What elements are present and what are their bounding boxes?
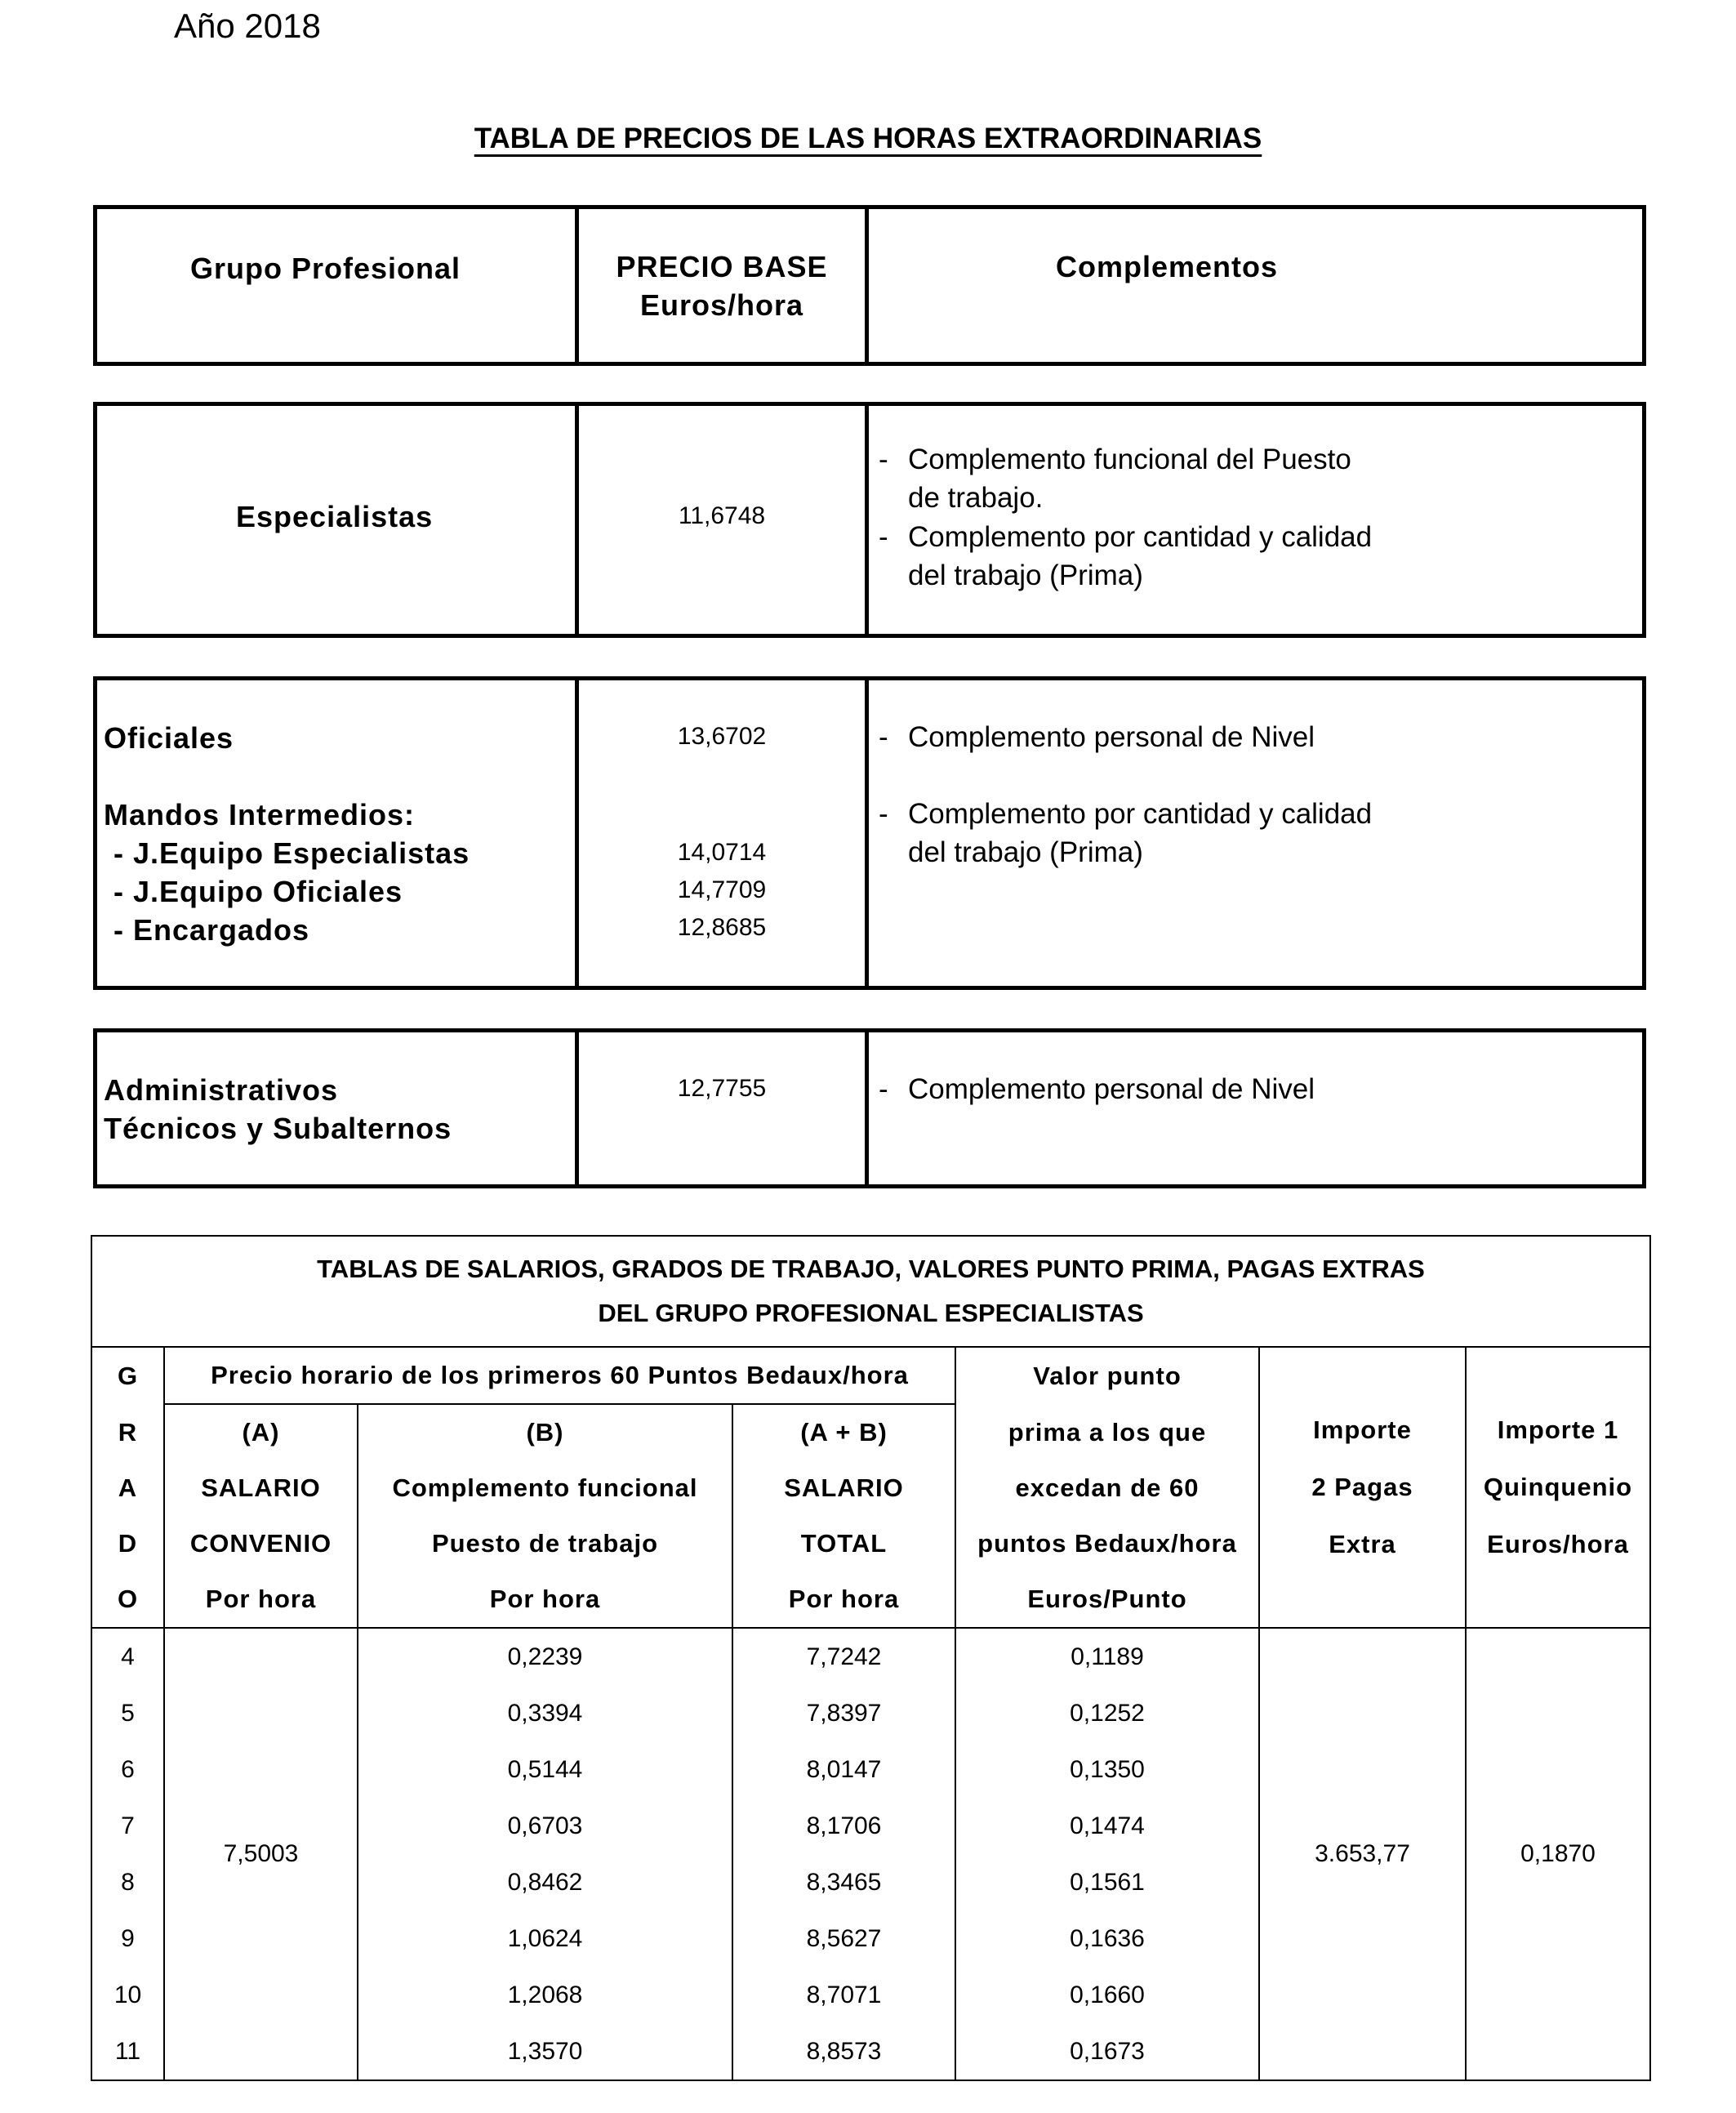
header-line: Extra: [1329, 1530, 1396, 1558]
grado-cell: 10: [91, 1967, 164, 2023]
complemento-cell: 1,3570: [358, 2023, 732, 2080]
administrativos-complements-cell: [869, 1032, 1642, 1184]
col-b-header: (B): [358, 1404, 732, 1460]
mando-item-price: 14,0714: [677, 839, 767, 866]
especialistas-price: 11,6748: [678, 502, 766, 529]
valor-punto-cell: 0,1660: [955, 1967, 1259, 2023]
bullet: -: [879, 521, 888, 553]
header-line: Importe 1: [1497, 1415, 1619, 1444]
col-b-header: Complemento funcional: [358, 1460, 732, 1516]
especialistas-price-cell: [579, 406, 869, 634]
salary-table-title-line: TABLAS DE SALARIOS, GRADOS DE TRABAJO, VALORES PUNTO PRIMA, PAGAS EXTRAS: [317, 1255, 1425, 1283]
header-box: [93, 205, 1646, 366]
salary-table-title-line: DEL GRUPO PROFESIONAL ESPECIALISTAS: [598, 1299, 1144, 1327]
year-label: Año 2018: [174, 7, 321, 45]
header-line: Quinquenio: [1483, 1473, 1633, 1501]
col-b-header: Puesto de trabajo: [358, 1516, 732, 1571]
administrativos-label: Administrativos: [104, 1073, 339, 1107]
page-title: [0, 123, 1736, 155]
salario-total-cell: 8,7071: [732, 1967, 955, 2023]
salary-table: [91, 1235, 1651, 2081]
grado-cell: 8: [91, 1854, 164, 1910]
pagas-extra-cell: 3.653,77: [1259, 1628, 1466, 2080]
header-line: 2 Pagas: [1311, 1473, 1413, 1501]
grado-letter: O: [91, 1571, 164, 1628]
administrativos-price-cell: [579, 1032, 869, 1184]
mandos-label: Mandos Intermedios:: [104, 798, 416, 831]
valor-punto-cell: 0,1474: [955, 1798, 1259, 1854]
oficiales-price-cell: [579, 680, 869, 986]
header-group-label: Grupo Profesional: [190, 252, 461, 285]
grado-cell: 4: [91, 1628, 164, 1685]
complemento-cell: 1,0624: [358, 1910, 732, 1967]
grado-cell: 9: [91, 1910, 164, 1967]
mando-item-label: - J.Equipo Especialistas: [114, 836, 470, 870]
col-ab-header: (A + B): [732, 1404, 955, 1460]
col-a-header: (A): [164, 1404, 358, 1460]
salario-total-cell: 7,8397: [732, 1685, 955, 1741]
complement-line: Complemento personal de Nivel: [908, 1073, 1315, 1105]
mando-item-label: - Encargados: [114, 913, 310, 947]
administrativos-price: 12,7755: [677, 1075, 767, 1102]
valor-punto-header: Euros/Punto: [955, 1571, 1259, 1628]
complement-line: del trabajo (Prima): [908, 836, 1143, 868]
header-line: Importe: [1313, 1415, 1412, 1444]
salario-total-cell: 8,0147: [732, 1741, 955, 1798]
grado-cell: 11: [91, 2023, 164, 2080]
complemento-cell: 0,8462: [358, 1854, 732, 1910]
valor-punto-cell: 0,1673: [955, 2023, 1259, 2080]
complement-line: Complemento por cantidad y calidad: [908, 798, 1373, 830]
salario-total-cell: 7,7242: [732, 1628, 955, 1685]
oficiales-box: [93, 676, 1646, 990]
page-title-text: TABLA DE PRECIOS DE LAS HORAS EXTRAORDINARIAS: [474, 123, 1262, 154]
valor-punto-cell: 0,1189: [955, 1628, 1259, 1685]
header-price-label-2: Euros/hora: [639, 288, 804, 322]
salario-total-cell: 8,8573: [732, 2023, 955, 2080]
oficiales-complements-cell: [869, 680, 1642, 986]
grado-letter: G: [91, 1347, 164, 1404]
precio-horario-header: Precio horario de los primeros 60 Puntos Bedaux/hora: [164, 1347, 955, 1404]
complement-line: Complemento funcional del Puesto: [908, 444, 1351, 475]
header-col-price: [579, 209, 869, 362]
header-line: Euros/hora: [1487, 1530, 1629, 1558]
valor-punto-header: puntos Bedaux/hora: [955, 1516, 1259, 1571]
col-b-header: Por hora: [358, 1571, 732, 1628]
complemento-cell: 0,2239: [358, 1628, 732, 1685]
quinquenio-header: [1466, 1347, 1650, 1628]
valor-punto-cell: 0,1636: [955, 1910, 1259, 1967]
table-row: [91, 1628, 1650, 1685]
header-col-group: [97, 209, 579, 362]
oficiales-group-cell: [97, 680, 579, 986]
col-ab-header: Por hora: [732, 1571, 955, 1628]
quinquenio-cell: 0,1870: [1466, 1628, 1650, 2080]
grado-letter: A: [91, 1460, 164, 1516]
administrativos-group-cell: [97, 1032, 579, 1184]
oficiales-label: Oficiales: [104, 721, 234, 755]
salario-total-cell: 8,1706: [732, 1798, 955, 1854]
valor-punto-cell: 0,1561: [955, 1854, 1259, 1910]
bullet: -: [879, 721, 888, 753]
valor-punto-cell: 0,1350: [955, 1741, 1259, 1798]
complement-line: del trabajo (Prima): [908, 559, 1143, 591]
grado-letter: R: [91, 1404, 164, 1460]
especialistas-label: Especialistas: [236, 500, 434, 533]
salario-total-cell: 8,3465: [732, 1854, 955, 1910]
grado-letter: D: [91, 1516, 164, 1571]
grado-cell: 7: [91, 1798, 164, 1854]
mando-item-price: 12,8685: [677, 914, 767, 941]
salario-convenio-cell: 7,5003: [164, 1628, 358, 2080]
complemento-cell: 0,3394: [358, 1685, 732, 1741]
oficiales-price: 13,6702: [677, 723, 767, 750]
tecnicos-subalternos-label: Técnicos y Subalternos: [104, 1112, 452, 1145]
col-a-header: SALARIO: [164, 1460, 358, 1516]
complement-line: de trabajo.: [908, 482, 1044, 514]
bullet: -: [879, 444, 888, 475]
salary-table-title: [91, 1236, 1650, 1347]
header-col-complements: [869, 209, 1642, 362]
especialistas-group-cell: [97, 406, 579, 634]
valor-punto-header: prima a los que: [955, 1404, 1259, 1460]
grado-cell: 6: [91, 1741, 164, 1798]
complemento-cell: 0,6703: [358, 1798, 732, 1854]
col-a-header: Por hora: [164, 1571, 358, 1628]
complemento-cell: 0,5144: [358, 1741, 732, 1798]
mando-item-price: 14,7709: [677, 876, 767, 903]
col-a-header: CONVENIO: [164, 1516, 358, 1571]
header-complements-label: Complementos: [1055, 250, 1279, 283]
complement-line: Complemento por cantidad y calidad: [908, 521, 1373, 553]
complement-line: Complemento personal de Nivel: [908, 721, 1315, 753]
pagas-extra-header: [1259, 1347, 1466, 1628]
valor-punto-header: Valor punto: [955, 1347, 1259, 1404]
header-price-label-1: PRECIO BASE: [616, 250, 828, 283]
grado-cell: 5: [91, 1685, 164, 1741]
especialistas-box: [93, 402, 1646, 638]
administrativos-box: [93, 1028, 1646, 1188]
especialistas-complements-cell: [869, 406, 1642, 634]
col-ab-header: SALARIO: [732, 1460, 955, 1516]
valor-punto-cell: 0,1252: [955, 1685, 1259, 1741]
col-ab-header: TOTAL: [732, 1516, 955, 1571]
salario-total-cell: 8,5627: [732, 1910, 955, 1967]
bullet: -: [879, 1073, 888, 1105]
valor-punto-header: excedan de 60: [955, 1460, 1259, 1516]
complemento-cell: 1,2068: [358, 1967, 732, 2023]
mando-item-label: - J.Equipo Oficiales: [114, 875, 403, 908]
bullet: -: [879, 798, 888, 830]
